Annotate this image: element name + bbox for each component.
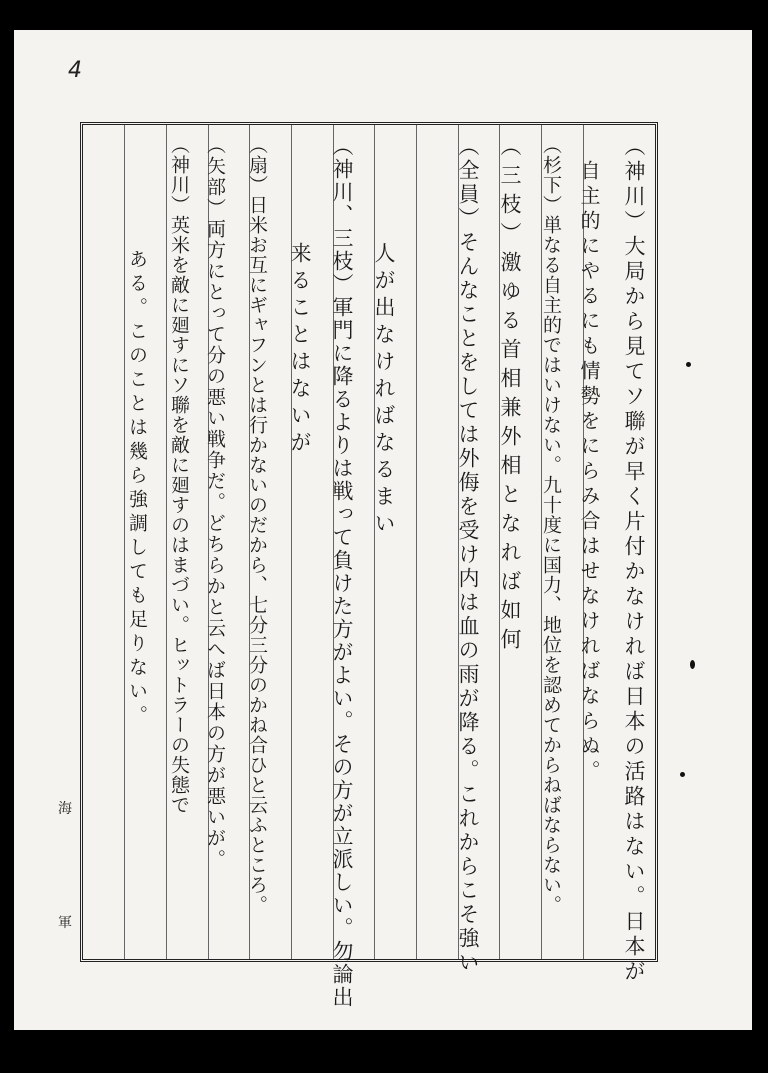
text-line: （神川）英米を敵に廻すにソ聯を敵に廻すのはまづい。ヒットラーの失態で bbox=[168, 135, 190, 815]
ruled-line bbox=[416, 125, 417, 959]
text-line: （全員）そんなことをしては外侮を受け内は血の雨が降る。これからこそ強い bbox=[456, 135, 480, 975]
page-number: 4 bbox=[68, 58, 82, 83]
text-line: 人が出なければなるまい bbox=[372, 215, 396, 539]
text-line: （三枝）激ゆる首相兼外相となれば如何 bbox=[498, 135, 522, 657]
margin-label: 軍 bbox=[58, 915, 72, 931]
text-line: ある。このことは幾ら強調しても足りない。 bbox=[126, 225, 148, 729]
manuscript-frame bbox=[80, 122, 658, 1009]
text-line: 自主的にやるにも情勢をにらみ合はせなければならぬ。 bbox=[577, 135, 601, 785]
text-line: （矢部）両方にとって分の悪い戦争だ。どちらかと云へば日本の方が悪いが。 bbox=[204, 135, 226, 870]
ink-speck bbox=[680, 772, 685, 777]
ruled-line bbox=[124, 125, 125, 959]
text-line: 来ることはないが bbox=[288, 215, 312, 458]
text-line: （神川）大局から見てソ聯が早く片付かなければ日本の活路はない。日本が bbox=[622, 135, 646, 985]
ink-speck bbox=[686, 362, 691, 367]
text-line: （扇）日米お互にギャフンとは行かないのだから、七分三分のかね合ひと云ふところ。 bbox=[246, 135, 268, 915]
text-line: （杉下）単なる自主的ではいけない。九十度に国力、地位を認めてからねばならない。 bbox=[540, 135, 562, 915]
ruled-line bbox=[166, 125, 167, 959]
margin-label: 海 bbox=[58, 801, 72, 817]
text-line: （神川、三枝）軍門に降るよりは戦って負けた方がよい。その方が立派しい。勿論出 bbox=[330, 135, 354, 1009]
ink-speck bbox=[690, 660, 695, 669]
